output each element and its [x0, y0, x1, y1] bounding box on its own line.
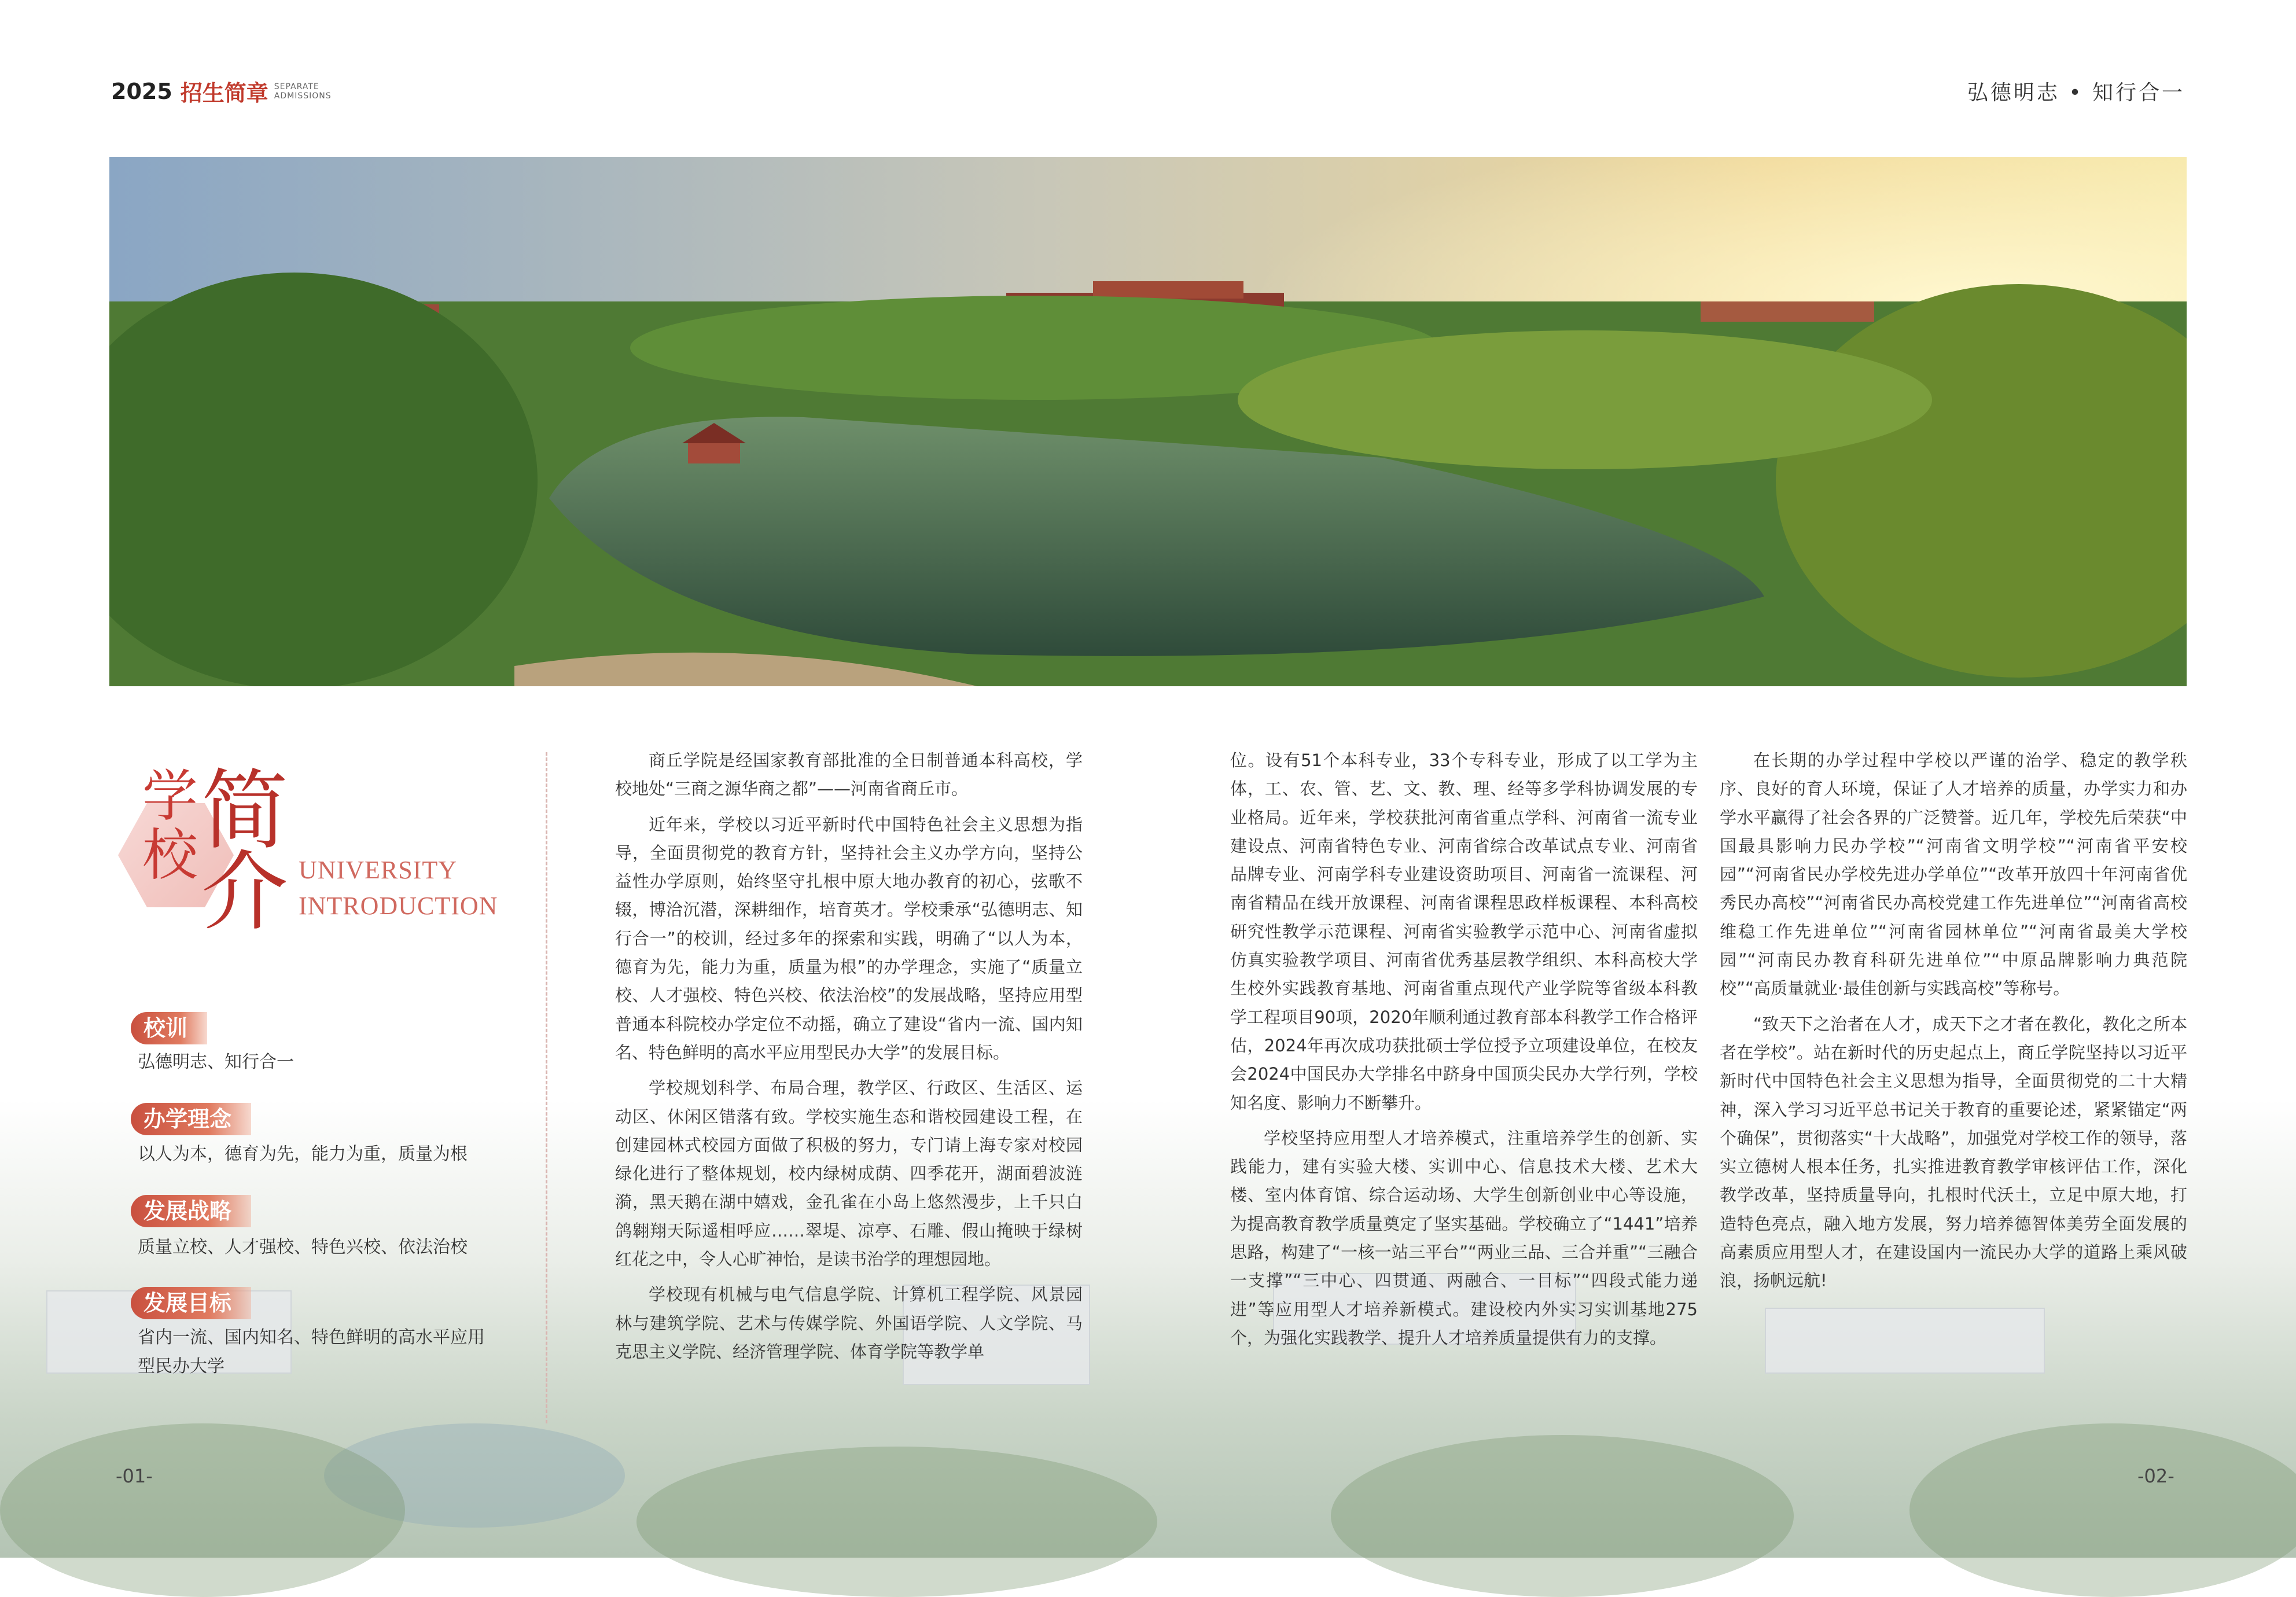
paragraph: 在长期的办学过程中学校以严谨的治学、稳定的教学秩序、良好的育人环境，保证了人才培养的质量，办学实力和办学水平赢得了社会各界的广泛赞誉。近几年，学校先后荣获“中国最具影响力民办学校”“河南省文明学校”“河南省平安校园”“河南省民办学校先进办学单位”“改革开放四十年河南省优秀民办高校”“河南省民办高校党建工作先进单位”“河南省高校维稳工作先进单位”“河南省园林单位”“河南省最美大学校园”“河南民办教育科研先进单位”“中原品牌影响力典范院校”“高质量就业·最佳创新与实践高校”等称号。	[1720, 750, 2187, 999]
paragraph: 学校坚持应用型人才培养模式，注重培养学生的创新、实践能力，建有实验大楼、实训中心、信息技术大楼、艺术大楼、室内体育馆、综合运动场、大学生创新创业中心等设施，为提高教育教学质量奠定了坚实基础。学校确立了“1441”培养思路，构建了“一核一站三平台”“两业三品、三合并重”“三融合一支撑”“三中心、四贯通、两融合、一目标”“四段式能力递进”等应用型人才培养新模式。建设校内外实习实训基地275个，为强化实践教学、提升人才培养质量提供有力的支撑。	[1230, 1128, 1698, 1348]
motto-text: 弘德明志、知行合一	[138, 1052, 294, 1072]
title-char-xiao: 校	[142, 823, 198, 888]
paragraph: 近年来，学校以习近平新时代中国特色社会主义思想为指导，全面贯彻党的教育方针，坚持社会主义办学方向，坚持公益性办学原则，始终坚守扎根中原大地办教育的初心，弦歌不辍，博洽沉潜，深耕细作，培育英才。学校秉承“弘德明志、知行合一”的校训，经过多年的探索和实践，明确了“以人为本，德育为先，能力为重，质量为根”的办学理念，实施了“质量立校、人才强校、特色兴校、依法治校”的发展战略，坚持应用型普通本科院校办学定位不动摇，确立了建设“省内一流、国内知名、特色鲜明的高水平应用型民办大学”的发展目标。	[615, 814, 1083, 1062]
paragraph: 学校规划科学、布局合理，教学区、行政区、生活区、运动区、休闲区错落有致。学校实施生态和谐校园建设工程，在创建园林式校园方面做了积极的努力，专门请上海专家对校园绿化进行了整体规划，校内绿树成荫、四季花开，湖面碧波涟漪，黑天鹅在湖中嬉戏，金孔雀在小岛上悠然漫步，上千只白鸽翱翔天际遥相呼应……翠堤、凉亭、石雕、假山掩映于绿树红花之中，令人心旷神怡，是读书治学的理想园地。	[615, 1078, 1083, 1269]
campus-lake-photo	[109, 157, 2187, 686]
strategy-label: 发展战略	[131, 1195, 251, 1227]
page-number-right: -02-	[2137, 1465, 2174, 1487]
philosophy-text: 以人为本，德育为先，能力为重，质量为根	[138, 1144, 468, 1164]
title-english-line1: UNIVERSITY	[299, 856, 457, 884]
body-column-2	[1230, 746, 1698, 1359]
page-number-left: -01-	[116, 1465, 153, 1487]
brochure-header	[111, 75, 332, 107]
title-char-jie: 介	[201, 842, 289, 943]
header-english: SEPARATE ADMISSIONS	[274, 82, 332, 101]
title-char-jian: 简	[201, 761, 289, 862]
title-char-xue: 学	[142, 764, 198, 829]
paragraph: 商丘学院是经国家教育部批准的全日制普通本科高校，学校地处“三商之源华商之都”——河南省商丘市。	[615, 750, 1083, 799]
philosophy-label: 办学理念	[131, 1103, 251, 1135]
paragraph: 学校现有机械与电气信息学院、计算机工程学院、风景园林与建筑学院、艺术与传媒学院、外国语学院、人文学院、马克思主义学院、经济管理学院、体育学院等教学单	[615, 1285, 1083, 1362]
goal-label: 发展目标	[131, 1287, 251, 1319]
body-column-1	[615, 746, 1083, 1373]
header-title: 招生简章	[180, 80, 268, 106]
paragraph: 位。设有51个本科专业，33个专科专业，形成了以工学为主体，工、农、管、艺、文、教、理、经等多学科协调发展的专业格局。近年来，学校获批河南省重点学科、河南省一流专业建设点、河南省特色专业、河南省综合改革试点专业、河南省品牌专业、河南学科专业建设资助项目、河南省一流课程、河南省精品在线开放课程、河南省课程思政样板课程、本科高校研究性教学示范课程、河南省实验教学示范中心、河南省虚拟仿真实验教学项目、河南省优秀基层教学组织、本科高校大学生校外实践教育基地、河南省重点现代产业学院等省级本科教学工程项目90项，2020年顺利通过教育部本科教学工作合格评估，2024年再次成功获批硕士学位授予立项建设单位，在校友会2024中国民办大学排名中跻身中国顶尖民办大学行列，学校知名度、影响力不断攀升。	[1230, 750, 1698, 1113]
header-motto: 弘德明志 • 知行合一	[1967, 81, 2185, 105]
header-year: 2025	[111, 78, 172, 104]
title-english-line2: INTRODUCTION	[299, 892, 498, 920]
section-title-university-introduction	[116, 746, 532, 943]
dashed-divider	[546, 752, 547, 1423]
paragraph: “致天下之治者在人才，成天下之才者在教化，教化之所本者在学校”。站在新时代的历史起点上，商丘学院坚持以习近平新时代中国特色社会主义思想为指导，全面贯彻党的二十大精神，深入学习习近平总书记关于教育的重要论述，紧紧锚定“两个确保”，贯彻落实“十大战略”，加强党对学校工作的领导，落实立德树人根本任务，扎实推进教育教学审核评估工作，深化教学改革，坚持质量导向，扎根时代沃土，立足中原大地，打造特色亮点，融入地方发展，努力培养德智体美劳全面发展的高素质应用型人才，在建设国内一流民办大学的道路上乘风破浪，扬帆远航!	[1720, 1014, 2187, 1291]
motto-label: 校训	[131, 1012, 207, 1044]
body-column-3	[1720, 746, 2187, 1302]
strategy-text: 质量立校、人才强校、特色兴校、依法治校	[138, 1237, 468, 1257]
goal-text: 省内一流、国内知名、特色鲜明的高水平应用型民办大学	[138, 1327, 485, 1377]
